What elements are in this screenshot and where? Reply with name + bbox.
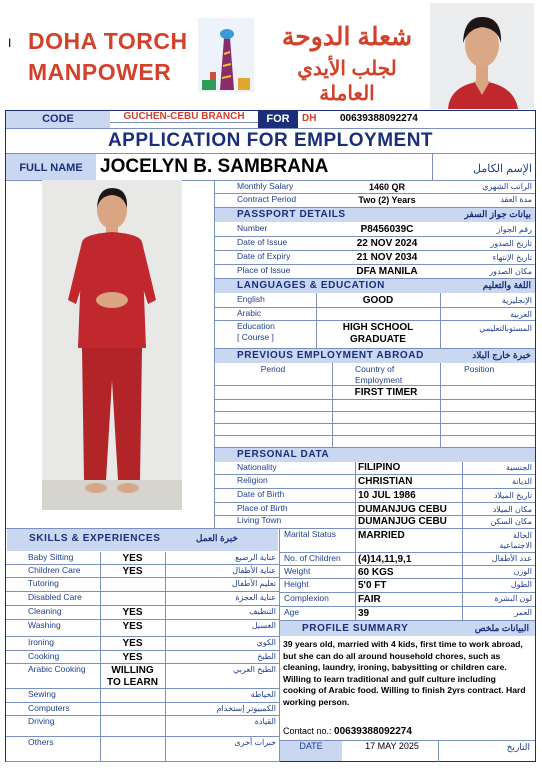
skill-label: Cleaning bbox=[28, 606, 62, 616]
education-label-ar: المستوىالتعليمي bbox=[479, 324, 532, 333]
salary-label: Monthly Salary bbox=[237, 181, 294, 191]
profile-title-ar: البيانات ملخص bbox=[474, 623, 529, 633]
education-value-line1: HIGH SCHOOL bbox=[342, 322, 414, 333]
company-name-en-line1: DOHA TORCH bbox=[28, 28, 188, 54]
physical-value: 39 bbox=[358, 608, 370, 619]
dob-label-ar: تاريخ الميلاد bbox=[493, 491, 532, 500]
pob-label: Place of Birth bbox=[237, 503, 288, 513]
company-name-en-line2: MANPOWER bbox=[28, 59, 172, 85]
dob-value: 10 JUL 1986 bbox=[358, 490, 416, 501]
living-town-value: DUMANJUG CEBU bbox=[358, 516, 447, 527]
passport-issue-label-ar: تاريخ الصدور bbox=[490, 239, 532, 248]
skill-label-ar: الخياطة bbox=[250, 690, 276, 699]
col-country-2: Employment bbox=[355, 375, 403, 385]
passport-expiry-label-ar: تاريخ الإنتهاء bbox=[492, 253, 532, 262]
branch-name: GUCHEN-CEBU BRANCH bbox=[110, 111, 258, 123]
physical-row-divider bbox=[279, 606, 535, 607]
skill-label: Computers bbox=[28, 703, 70, 713]
previous-employment-header bbox=[215, 349, 535, 363]
english-value: GOOD bbox=[362, 295, 394, 306]
pob-label-ar: مكان الميلاد bbox=[492, 505, 532, 514]
physical-label: No. of Children bbox=[284, 553, 341, 563]
living-town-label-ar: مكان السكن bbox=[490, 517, 532, 526]
skill-value: YES bbox=[122, 553, 143, 564]
full-name-label: FULL NAME bbox=[19, 162, 83, 174]
physical-label-ar: الوزن bbox=[513, 567, 532, 576]
passport-place-label-ar: مكان الصدور bbox=[489, 267, 532, 276]
date-label: DATE bbox=[299, 741, 323, 751]
for-label: FOR bbox=[266, 113, 290, 125]
skill-value: YES bbox=[122, 652, 143, 663]
salary-value: 1460 QR bbox=[368, 182, 406, 192]
religion-value: CHRISTIAN bbox=[358, 476, 413, 487]
pob-value: DUMANJUG CEBU bbox=[358, 504, 447, 515]
passport-issue-label: Date of Issue bbox=[237, 237, 288, 247]
physical-label: Complexion bbox=[284, 593, 329, 603]
nationality-label: Nationality bbox=[237, 462, 277, 472]
personal-data-header bbox=[215, 448, 535, 462]
passport-title: PASSPORT DETAILS bbox=[237, 209, 346, 220]
arabic-label: Arabic bbox=[237, 308, 262, 318]
passport-place-label: Place of Issue bbox=[237, 265, 291, 275]
skills-title-ar: خبرة العمل bbox=[195, 533, 238, 543]
physical-label: Height bbox=[284, 579, 309, 589]
date-value: 17 MAY 2025 bbox=[365, 741, 419, 751]
first-timer-value: FIRST TIMER bbox=[354, 387, 418, 398]
profile-title: PROFILE SUMMARY bbox=[302, 623, 409, 634]
skill-label: Cooking bbox=[28, 651, 60, 661]
languages-section-header bbox=[215, 279, 535, 293]
passport-issue-value: 22 NOV 2024 bbox=[356, 238, 418, 249]
col-position: Position bbox=[464, 364, 495, 374]
salary-label-ar: الراتب الشهري bbox=[482, 182, 532, 191]
skill-label-ar: خبرات أخرى bbox=[234, 738, 276, 747]
company-name-ar-line2: لجلب الأيدي العاملة bbox=[297, 58, 397, 105]
top-phone: 00639388092274 bbox=[340, 113, 418, 124]
physical-value: FAIR bbox=[358, 594, 381, 605]
skills-title: SKILLS & EXPERIENCES bbox=[29, 533, 161, 544]
marital-label: Marital Status bbox=[284, 529, 336, 539]
skill-label-ar: الطبخ bbox=[257, 652, 276, 661]
previous-title-ar: خبرة خارج البلاد bbox=[472, 350, 531, 360]
torch-logo bbox=[198, 18, 254, 92]
personal-title: PERSONAL DATA bbox=[237, 449, 330, 460]
full-name-value: JOCELYN B. SAMBRANA bbox=[100, 156, 329, 177]
passport-number-label: Number bbox=[237, 223, 268, 233]
skill-label: Washing bbox=[28, 620, 61, 630]
marital-label-ar-2: الاجتماعية bbox=[499, 541, 532, 550]
contract-period-label: Contract Period bbox=[237, 194, 297, 204]
date-label-ar: التاريخ bbox=[506, 742, 530, 752]
for-value: DH bbox=[302, 113, 317, 124]
skill-label-ar: عناية العجزة bbox=[235, 593, 276, 602]
skill-label: Children Care bbox=[28, 565, 81, 575]
nationality-value: FILIPINO bbox=[358, 462, 401, 473]
profile-summary-text: 39 years old, married with 4 kids, first time to work abroad, but she can do all around household chores, such as cleaning, laundry, ironing, babysitting or children care. Willing to learn traditional and gulf culture including cooking of Arabic food. Willing to finish 2yrs contract. Hard working person. bbox=[283, 639, 526, 707]
physical-value: 60 KGS bbox=[358, 567, 394, 578]
physical-label-ar: العمر bbox=[514, 608, 532, 617]
passport-number-value: P8456039C bbox=[360, 224, 414, 235]
languages-title: LANGUAGES & EDUCATION bbox=[237, 280, 385, 291]
col-period: Period bbox=[260, 364, 286, 374]
skill-value: YES bbox=[122, 566, 143, 577]
skill-label: Arabic Cooking bbox=[28, 664, 86, 674]
nationality-label-ar: الجنسية bbox=[505, 463, 532, 472]
contract-period-label-ar: مدة العقد bbox=[500, 195, 532, 204]
skill-label: Others bbox=[28, 737, 54, 747]
physical-label-ar: لون البشرة bbox=[494, 594, 532, 603]
topbar-divider bbox=[6, 128, 535, 129]
skill-label: Baby Sitting bbox=[28, 552, 74, 562]
skill-label: Tutoring bbox=[28, 578, 59, 588]
previous-title: PREVIOUS EMPLOYMENT ABROAD bbox=[237, 350, 424, 361]
passport-expiry-label: Date of Expiry bbox=[237, 251, 291, 261]
marital-label-ar-1: الحالة bbox=[513, 531, 532, 540]
skill-label-ar: الكمبيوتر إستخدام bbox=[216, 704, 276, 713]
skill-label-ar: الغسيل bbox=[251, 621, 276, 630]
col-country: Country of bbox=[355, 364, 395, 374]
code-label: CODE bbox=[42, 113, 74, 125]
living-town-label: Living Town bbox=[237, 515, 282, 525]
contact-value: 00639388092274 bbox=[334, 726, 412, 737]
english-label-ar: الإنجليزية bbox=[501, 296, 532, 305]
form-title: APPLICATION FOR EMPLOYMENT bbox=[107, 130, 434, 151]
skill-label-ar: القيادة bbox=[254, 717, 276, 726]
contact-line bbox=[283, 726, 412, 737]
passport-section-header bbox=[215, 208, 535, 222]
passport-place-value: DFA MANILA bbox=[356, 266, 418, 277]
religion-label-ar: الديانة bbox=[511, 477, 532, 486]
physical-value: (4)14,11,9,1 bbox=[358, 554, 412, 565]
skill-label-ar: الكوي bbox=[256, 638, 276, 647]
skill-row-divider bbox=[6, 761, 279, 762]
physical-label: Weight bbox=[284, 566, 311, 576]
full-name-label-ar: الإسم الكامل bbox=[473, 163, 532, 175]
skills-section-header bbox=[7, 529, 278, 551]
skill-label-ar: عناية الأطفال bbox=[232, 566, 276, 575]
skill-value: YES bbox=[122, 638, 143, 649]
header-marker: I bbox=[8, 36, 12, 50]
physical-row-divider bbox=[279, 565, 535, 566]
dob-label: Date of Birth bbox=[237, 489, 285, 499]
skill-value: YES bbox=[122, 607, 143, 618]
contact-label: Contact no.: bbox=[283, 726, 332, 736]
passport-title-ar: بيانات جواز السفر bbox=[464, 209, 531, 219]
passport-number-label-ar: رقم الجواز bbox=[496, 225, 532, 234]
education-label-course: [ Course ] bbox=[237, 332, 274, 342]
english-label: English bbox=[237, 294, 265, 304]
physical-value: 5'0 FT bbox=[358, 580, 387, 591]
skill-value: YES bbox=[122, 621, 143, 632]
skill-label-ar: تعليم الأطفال bbox=[231, 579, 276, 588]
religion-label: Religion bbox=[237, 475, 268, 485]
skill-value: WILLING TO LEARN bbox=[107, 665, 158, 688]
skill-label-ar: الطبخ العربي bbox=[233, 665, 276, 674]
marital-value: MARRIED bbox=[358, 530, 405, 541]
education-label: Education bbox=[237, 321, 275, 331]
headshot-photo bbox=[430, 3, 534, 109]
passport-expiry-value: 21 NOV 2034 bbox=[356, 252, 418, 263]
physical-label: Age bbox=[284, 607, 300, 617]
physical-row-divider bbox=[279, 578, 535, 579]
skill-label: Driving bbox=[28, 716, 55, 726]
skill-label: Sewing bbox=[28, 689, 56, 699]
physical-label-ar: عدد الأطفال bbox=[491, 554, 532, 563]
full-body-photo bbox=[42, 180, 182, 510]
education-value-line2: GRADUATE bbox=[350, 334, 406, 345]
skill-label: Disabled Care bbox=[28, 592, 82, 602]
arabic-label-ar: العربية bbox=[510, 310, 532, 319]
skill-label-ar: التنظيف bbox=[249, 607, 276, 616]
languages-title-ar: اللغة والتعليم bbox=[482, 280, 531, 290]
company-name-ar-line1: شعلة الدوحة bbox=[281, 23, 413, 51]
contract-period-value: Two (2) Years bbox=[358, 195, 416, 205]
profile-summary-header bbox=[280, 621, 535, 636]
skill-label-ar: عناية الرضيع bbox=[235, 553, 276, 562]
skill-label: Ironing bbox=[28, 637, 54, 647]
physical-label-ar: الطول bbox=[510, 580, 532, 589]
